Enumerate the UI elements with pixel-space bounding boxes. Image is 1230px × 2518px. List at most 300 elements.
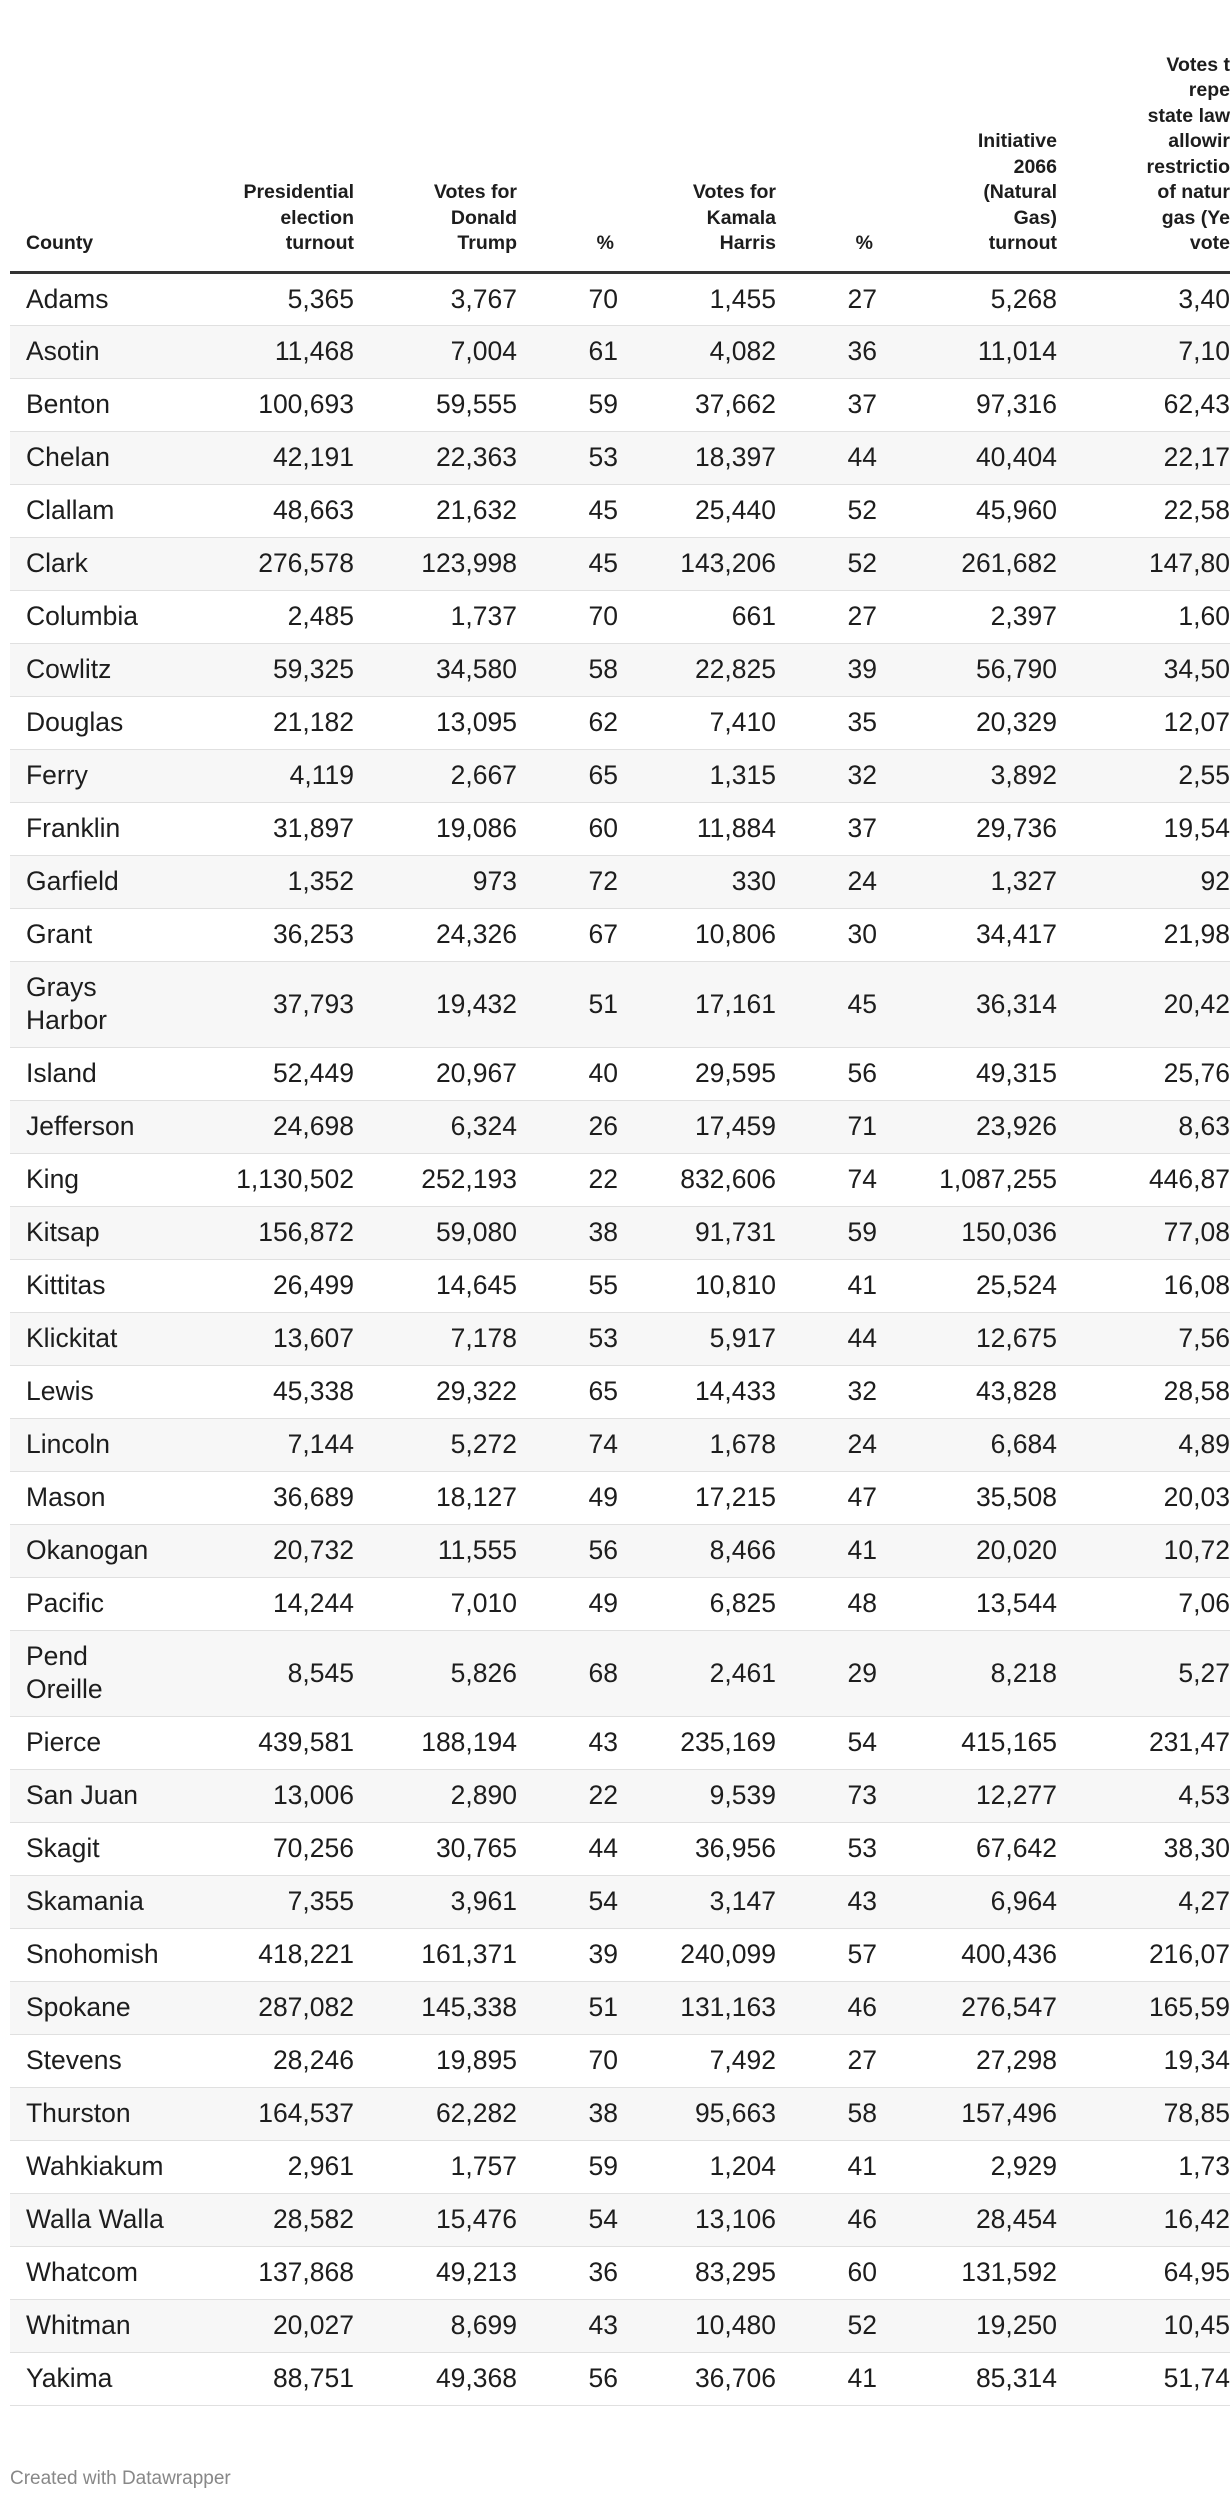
repeal-yes-votes-cell: 77,08 bbox=[1073, 1206, 1230, 1259]
trump-votes-cell: 973 bbox=[370, 855, 533, 908]
trump-votes-cell: 30,765 bbox=[370, 1822, 533, 1875]
table-row bbox=[10, 484, 1230, 537]
header-line: Presidential bbox=[243, 181, 354, 203]
trump-pct-cell: 51 bbox=[533, 1981, 630, 2034]
trump-pct-cell: 54 bbox=[533, 2193, 630, 2246]
repeal-yes-votes-cell: 10,45 bbox=[1073, 2299, 1230, 2352]
trump-votes-cell: 5,272 bbox=[370, 1418, 533, 1471]
header-line: election bbox=[280, 206, 354, 229]
county-name-cell: Island bbox=[10, 1047, 170, 1100]
initiative-turnout-cell: 56,790 bbox=[889, 643, 1073, 696]
initiative-turnout-cell: 85,314 bbox=[889, 2352, 1073, 2405]
initiative-turnout-cell: 12,675 bbox=[889, 1312, 1073, 1365]
table-row bbox=[10, 2352, 1230, 2405]
harris-votes-cell: 4,082 bbox=[630, 325, 792, 378]
trump-pct-cell: 60 bbox=[533, 802, 630, 855]
trump-votes-cell: 13,095 bbox=[370, 696, 533, 749]
repeal-yes-votes-cell: 4,27 bbox=[1073, 1875, 1230, 1928]
initiative-turnout-cell: 13,544 bbox=[889, 1577, 1073, 1630]
column-header-trump-votes[interactable] bbox=[370, 0, 533, 272]
repeal-yes-votes-cell: 165,59 bbox=[1073, 1981, 1230, 2034]
county-name-cell: Franklin bbox=[10, 802, 170, 855]
turnout-cell: 13,006 bbox=[170, 1769, 370, 1822]
table-row bbox=[10, 2246, 1230, 2299]
turnout-cell: 164,537 bbox=[170, 2087, 370, 2140]
harris-pct-cell: 59 bbox=[792, 1206, 889, 1259]
header-row bbox=[10, 0, 1230, 272]
county-name-cell: Benton bbox=[10, 378, 170, 431]
harris-votes-cell: 22,825 bbox=[630, 643, 792, 696]
trump-votes-cell: 3,767 bbox=[370, 272, 533, 325]
initiative-turnout-cell: 40,404 bbox=[889, 431, 1073, 484]
harris-pct-cell: 53 bbox=[792, 1822, 889, 1875]
repeal-yes-votes-cell: 20,03 bbox=[1073, 1471, 1230, 1524]
turnout-cell: 28,246 bbox=[170, 2034, 370, 2087]
table-row bbox=[10, 590, 1230, 643]
repeal-yes-votes-cell: 16,42 bbox=[1073, 2193, 1230, 2246]
trump-votes-cell: 21,632 bbox=[370, 484, 533, 537]
table-row bbox=[10, 1716, 1230, 1769]
trump-votes-cell: 22,363 bbox=[370, 431, 533, 484]
table-body bbox=[10, 272, 1230, 2405]
initiative-turnout-cell: 97,316 bbox=[889, 378, 1073, 431]
county-name-cell: San Juan bbox=[10, 1769, 170, 1822]
repeal-yes-votes-cell: 12,07 bbox=[1073, 696, 1230, 749]
initiative-turnout-cell: 276,547 bbox=[889, 1981, 1073, 2034]
initiative-turnout-cell: 43,828 bbox=[889, 1365, 1073, 1418]
header-line: Initiative bbox=[977, 130, 1057, 152]
county-name-cell: King bbox=[10, 1153, 170, 1206]
column-header-repeal-yes-votes[interactable] bbox=[1073, 0, 1230, 272]
turnout-cell: 88,751 bbox=[170, 2352, 370, 2405]
table-row bbox=[10, 802, 1230, 855]
initiative-turnout-cell: 25,524 bbox=[889, 1259, 1073, 1312]
harris-pct-cell: 37 bbox=[792, 378, 889, 431]
turnout-cell: 13,607 bbox=[170, 1312, 370, 1365]
harris-votes-cell: 832,606 bbox=[630, 1153, 792, 1206]
harris-pct-cell: 30 bbox=[792, 908, 889, 961]
county-name-cell: Ferry bbox=[10, 749, 170, 802]
repeal-yes-votes-cell: 64,95 bbox=[1073, 2246, 1230, 2299]
header-line: Votes for bbox=[433, 181, 517, 203]
repeal-yes-votes-cell: 216,07 bbox=[1073, 1928, 1230, 1981]
trump-pct-cell: 40 bbox=[533, 1047, 630, 1100]
harris-pct-cell: 57 bbox=[792, 1928, 889, 1981]
turnout-cell: 7,144 bbox=[170, 1418, 370, 1471]
turnout-cell: 31,897 bbox=[170, 802, 370, 855]
county-name-cell: Clallam bbox=[10, 484, 170, 537]
repeal-yes-votes-cell: 8,63 bbox=[1073, 1100, 1230, 1153]
header-line: Kamala bbox=[706, 206, 776, 229]
harris-pct-cell: 35 bbox=[792, 696, 889, 749]
initiative-turnout-cell: 6,684 bbox=[889, 1418, 1073, 1471]
turnout-cell: 70,256 bbox=[170, 1822, 370, 1875]
repeal-yes-votes-cell: 78,85 bbox=[1073, 2087, 1230, 2140]
trump-pct-cell: 74 bbox=[533, 1418, 630, 1471]
trump-votes-cell: 7,004 bbox=[370, 325, 533, 378]
harris-pct-cell: 44 bbox=[792, 431, 889, 484]
harris-pct-cell: 52 bbox=[792, 537, 889, 590]
harris-votes-cell: 1,678 bbox=[630, 1418, 792, 1471]
initiative-turnout-cell: 400,436 bbox=[889, 1928, 1073, 1981]
county-name-cell: Skamania bbox=[10, 1875, 170, 1928]
harris-votes-cell: 5,917 bbox=[630, 1312, 792, 1365]
harris-pct-cell: 36 bbox=[792, 325, 889, 378]
harris-pct-cell: 71 bbox=[792, 1100, 889, 1153]
table-row bbox=[10, 2087, 1230, 2140]
initiative-turnout-cell: 5,268 bbox=[889, 272, 1073, 325]
repeal-yes-votes-cell: 34,50 bbox=[1073, 643, 1230, 696]
trump-votes-cell: 62,282 bbox=[370, 2087, 533, 2140]
county-name-cell: Whitman bbox=[10, 2299, 170, 2352]
harris-votes-cell: 37,662 bbox=[630, 378, 792, 431]
turnout-cell: 20,732 bbox=[170, 1524, 370, 1577]
harris-pct-cell: 56 bbox=[792, 1047, 889, 1100]
table-row bbox=[10, 1928, 1230, 1981]
table-row bbox=[10, 2140, 1230, 2193]
harris-pct-cell: 39 bbox=[792, 643, 889, 696]
trump-votes-cell: 19,086 bbox=[370, 802, 533, 855]
initiative-turnout-cell: 35,508 bbox=[889, 1471, 1073, 1524]
county-name-cell: Kitsap bbox=[10, 1206, 170, 1259]
county-name-cell: Kittitas bbox=[10, 1259, 170, 1312]
table-row bbox=[10, 1769, 1230, 1822]
county-name-cell: Asotin bbox=[10, 325, 170, 378]
trump-votes-cell: 19,895 bbox=[370, 2034, 533, 2087]
turnout-cell: 36,689 bbox=[170, 1471, 370, 1524]
repeal-yes-votes-cell: 4,89 bbox=[1073, 1418, 1230, 1471]
county-name-cell: Lincoln bbox=[10, 1418, 170, 1471]
header-line: Votes t bbox=[1166, 53, 1230, 76]
harris-pct-cell: 48 bbox=[792, 1577, 889, 1630]
header-line: allowir bbox=[1168, 130, 1230, 152]
header-line: Votes for bbox=[692, 181, 776, 203]
harris-pct-cell: 41 bbox=[792, 1259, 889, 1312]
county-name-cell: Chelan bbox=[10, 431, 170, 484]
header-line: turnout bbox=[988, 232, 1057, 254]
table-row bbox=[10, 1981, 1230, 2034]
trump-votes-cell: 11,555 bbox=[370, 1524, 533, 1577]
initiative-turnout-cell: 19,250 bbox=[889, 2299, 1073, 2352]
harris-pct-cell: 58 bbox=[792, 2087, 889, 2140]
initiative-turnout-cell: 261,682 bbox=[889, 537, 1073, 590]
initiative-turnout-cell: 27,298 bbox=[889, 2034, 1073, 2087]
trump-pct-cell: 62 bbox=[533, 696, 630, 749]
trump-votes-cell: 14,645 bbox=[370, 1259, 533, 1312]
header-line: (Natural bbox=[983, 181, 1057, 203]
trump-votes-cell: 123,998 bbox=[370, 537, 533, 590]
trump-pct-cell: 26 bbox=[533, 1100, 630, 1153]
turnout-cell: 24,698 bbox=[170, 1100, 370, 1153]
trump-pct-cell: 56 bbox=[533, 1524, 630, 1577]
harris-votes-cell: 240,099 bbox=[630, 1928, 792, 1981]
harris-pct-cell: 27 bbox=[792, 590, 889, 643]
initiative-turnout-cell: 8,218 bbox=[889, 1630, 1073, 1716]
initiative-turnout-cell: 6,964 bbox=[889, 1875, 1073, 1928]
harris-pct-cell: 27 bbox=[792, 2034, 889, 2087]
harris-pct-cell: 45 bbox=[792, 961, 889, 1047]
trump-votes-cell: 7,010 bbox=[370, 1577, 533, 1630]
trump-pct-cell: 45 bbox=[533, 537, 630, 590]
county-name-cell: Clark bbox=[10, 537, 170, 590]
table-row bbox=[10, 431, 1230, 484]
repeal-yes-votes-cell: 22,58 bbox=[1073, 484, 1230, 537]
initiative-turnout-cell: 20,329 bbox=[889, 696, 1073, 749]
trump-votes-cell: 8,699 bbox=[370, 2299, 533, 2352]
initiative-turnout-cell: 2,929 bbox=[889, 2140, 1073, 2193]
harris-votes-cell: 17,215 bbox=[630, 1471, 792, 1524]
turnout-cell: 8,545 bbox=[170, 1630, 370, 1716]
table-row bbox=[10, 1875, 1230, 1928]
trump-pct-cell: 70 bbox=[533, 272, 630, 325]
harris-votes-cell: 1,204 bbox=[630, 2140, 792, 2193]
harris-votes-cell: 235,169 bbox=[630, 1716, 792, 1769]
trump-pct-cell: 67 bbox=[533, 908, 630, 961]
table-row bbox=[10, 1471, 1230, 1524]
trump-pct-cell: 61 bbox=[533, 325, 630, 378]
harris-pct-cell: 46 bbox=[792, 2193, 889, 2246]
turnout-cell: 418,221 bbox=[170, 1928, 370, 1981]
county-name-cell: Spokane bbox=[10, 1981, 170, 2034]
header-line: County bbox=[26, 232, 94, 254]
harris-pct-cell: 44 bbox=[792, 1312, 889, 1365]
harris-pct-cell: 24 bbox=[792, 855, 889, 908]
trump-pct-cell: 43 bbox=[533, 2299, 630, 2352]
initiative-turnout-cell: 34,417 bbox=[889, 908, 1073, 961]
harris-pct-cell: 46 bbox=[792, 1981, 889, 2034]
trump-pct-cell: 65 bbox=[533, 749, 630, 802]
repeal-yes-votes-cell: 51,74 bbox=[1073, 2352, 1230, 2405]
county-name-cell: Thurston bbox=[10, 2087, 170, 2140]
harris-votes-cell: 10,806 bbox=[630, 908, 792, 961]
harris-votes-cell: 18,397 bbox=[630, 431, 792, 484]
table-row bbox=[10, 749, 1230, 802]
county-name-cell: Pacific bbox=[10, 1577, 170, 1630]
turnout-cell: 1,352 bbox=[170, 855, 370, 908]
harris-votes-cell: 330 bbox=[630, 855, 792, 908]
column-header-harris-pct[interactable] bbox=[792, 0, 889, 272]
initiative-turnout-cell: 12,277 bbox=[889, 1769, 1073, 1822]
harris-pct-cell: 32 bbox=[792, 1365, 889, 1418]
turnout-cell: 5,365 bbox=[170, 272, 370, 325]
initiative-turnout-cell: 157,496 bbox=[889, 2087, 1073, 2140]
harris-votes-cell: 7,410 bbox=[630, 696, 792, 749]
initiative-turnout-cell: 150,036 bbox=[889, 1206, 1073, 1259]
table-row bbox=[10, 961, 1230, 1047]
trump-votes-cell: 15,476 bbox=[370, 2193, 533, 2246]
trump-votes-cell: 24,326 bbox=[370, 908, 533, 961]
header-line: Gas) bbox=[1013, 206, 1057, 229]
trump-votes-cell: 59,555 bbox=[370, 378, 533, 431]
county-name-cell: Stevens bbox=[10, 2034, 170, 2087]
trump-pct-cell: 54 bbox=[533, 1875, 630, 1928]
table-row bbox=[10, 1822, 1230, 1875]
repeal-yes-votes-cell: 7,56 bbox=[1073, 1312, 1230, 1365]
table-row bbox=[10, 1153, 1230, 1206]
column-header-county[interactable] bbox=[10, 0, 170, 272]
county-name-cell: Okanogan bbox=[10, 1524, 170, 1577]
turnout-cell: 137,868 bbox=[170, 2246, 370, 2299]
header-line: of natur bbox=[1157, 181, 1230, 203]
county-name-cell: Columbia bbox=[10, 590, 170, 643]
trump-pct-cell: 44 bbox=[533, 1822, 630, 1875]
table-row bbox=[10, 325, 1230, 378]
trump-pct-cell: 49 bbox=[533, 1471, 630, 1524]
column-header-harris-votes[interactable] bbox=[630, 0, 792, 272]
trump-pct-cell: 45 bbox=[533, 484, 630, 537]
turnout-cell: 48,663 bbox=[170, 484, 370, 537]
county-name-cell: Lewis bbox=[10, 1365, 170, 1418]
trump-pct-cell: 38 bbox=[533, 2087, 630, 2140]
county-name-cell: Pend Oreille bbox=[10, 1630, 170, 1716]
turnout-cell: 59,325 bbox=[170, 643, 370, 696]
harris-pct-cell: 60 bbox=[792, 2246, 889, 2299]
table-row bbox=[10, 1365, 1230, 1418]
table-row bbox=[10, 378, 1230, 431]
turnout-cell: 45,338 bbox=[170, 1365, 370, 1418]
harris-votes-cell: 36,956 bbox=[630, 1822, 792, 1875]
turnout-cell: 14,244 bbox=[170, 1577, 370, 1630]
turnout-cell: 28,582 bbox=[170, 2193, 370, 2246]
trump-pct-cell: 51 bbox=[533, 961, 630, 1047]
trump-pct-cell: 49 bbox=[533, 1577, 630, 1630]
county-name-cell: Skagit bbox=[10, 1822, 170, 1875]
county-name-cell: Mason bbox=[10, 1471, 170, 1524]
trump-votes-cell: 49,368 bbox=[370, 2352, 533, 2405]
initiative-turnout-cell: 67,642 bbox=[889, 1822, 1073, 1875]
column-header-presidential-turnout[interactable] bbox=[170, 0, 370, 272]
table-row bbox=[10, 2299, 1230, 2352]
table-row bbox=[10, 696, 1230, 749]
table-row bbox=[10, 1524, 1230, 1577]
initiative-turnout-cell: 49,315 bbox=[889, 1047, 1073, 1100]
table-row bbox=[10, 908, 1230, 961]
county-name-cell: Klickitat bbox=[10, 1312, 170, 1365]
trump-pct-cell: 22 bbox=[533, 1769, 630, 1822]
trump-votes-cell: 19,432 bbox=[370, 961, 533, 1047]
county-results-table bbox=[10, 0, 1230, 2406]
table-row bbox=[10, 1047, 1230, 1100]
trump-votes-cell: 6,324 bbox=[370, 1100, 533, 1153]
column-header-trump-pct[interactable] bbox=[533, 0, 630, 272]
repeal-yes-votes-cell: 231,47 bbox=[1073, 1716, 1230, 1769]
trump-pct-cell: 22 bbox=[533, 1153, 630, 1206]
harris-pct-cell: 27 bbox=[792, 272, 889, 325]
repeal-yes-votes-cell: 92 bbox=[1073, 855, 1230, 908]
header-line: % bbox=[596, 232, 614, 254]
harris-votes-cell: 17,459 bbox=[630, 1100, 792, 1153]
county-name-cell: Yakima bbox=[10, 2352, 170, 2405]
harris-votes-cell: 10,480 bbox=[630, 2299, 792, 2352]
trump-votes-cell: 34,580 bbox=[370, 643, 533, 696]
harris-pct-cell: 54 bbox=[792, 1716, 889, 1769]
county-name-cell: Cowlitz bbox=[10, 643, 170, 696]
harris-votes-cell: 9,539 bbox=[630, 1769, 792, 1822]
header-line: turnout bbox=[285, 232, 354, 254]
table-row bbox=[10, 1418, 1230, 1471]
header-line: Donald bbox=[450, 206, 517, 229]
trump-votes-cell: 59,080 bbox=[370, 1206, 533, 1259]
initiative-turnout-cell: 45,960 bbox=[889, 484, 1073, 537]
harris-pct-cell: 43 bbox=[792, 1875, 889, 1928]
header-line: gas (Ye bbox=[1161, 206, 1230, 229]
header-line: % bbox=[855, 232, 873, 254]
harris-pct-cell: 37 bbox=[792, 802, 889, 855]
harris-pct-cell: 32 bbox=[792, 749, 889, 802]
harris-pct-cell: 52 bbox=[792, 2299, 889, 2352]
turnout-cell: 4,119 bbox=[170, 749, 370, 802]
harris-votes-cell: 10,810 bbox=[630, 1259, 792, 1312]
county-name-cell: Pierce bbox=[10, 1716, 170, 1769]
harris-votes-cell: 11,884 bbox=[630, 802, 792, 855]
table-row bbox=[10, 272, 1230, 325]
harris-pct-cell: 73 bbox=[792, 1769, 889, 1822]
county-name-cell: Whatcom bbox=[10, 2246, 170, 2299]
repeal-yes-votes-cell: 62,43 bbox=[1073, 378, 1230, 431]
repeal-yes-votes-cell: 7,06 bbox=[1073, 1577, 1230, 1630]
harris-votes-cell: 17,161 bbox=[630, 961, 792, 1047]
county-name-cell: Grays Harbor bbox=[10, 961, 170, 1047]
repeal-yes-votes-cell: 147,80 bbox=[1073, 537, 1230, 590]
initiative-turnout-cell: 415,165 bbox=[889, 1716, 1073, 1769]
turnout-cell: 36,253 bbox=[170, 908, 370, 961]
harris-votes-cell: 95,663 bbox=[630, 2087, 792, 2140]
header-line: restrictio bbox=[1146, 155, 1230, 178]
trump-pct-cell: 39 bbox=[533, 1928, 630, 1981]
initiative-turnout-cell: 3,892 bbox=[889, 749, 1073, 802]
trump-pct-cell: 72 bbox=[533, 855, 630, 908]
trump-votes-cell: 20,967 bbox=[370, 1047, 533, 1100]
turnout-cell: 100,693 bbox=[170, 378, 370, 431]
repeal-yes-votes-cell: 10,72 bbox=[1073, 1524, 1230, 1577]
harris-pct-cell: 29 bbox=[792, 1630, 889, 1716]
repeal-yes-votes-cell: 38,30 bbox=[1073, 1822, 1230, 1875]
repeal-yes-votes-cell: 5,27 bbox=[1073, 1630, 1230, 1716]
trump-pct-cell: 43 bbox=[533, 1716, 630, 1769]
trump-votes-cell: 188,194 bbox=[370, 1716, 533, 1769]
repeal-yes-votes-cell: 1,60 bbox=[1073, 590, 1230, 643]
turnout-cell: 20,027 bbox=[170, 2299, 370, 2352]
harris-votes-cell: 131,163 bbox=[630, 1981, 792, 2034]
turnout-cell: 26,499 bbox=[170, 1259, 370, 1312]
turnout-cell: 37,793 bbox=[170, 961, 370, 1047]
trump-pct-cell: 53 bbox=[533, 431, 630, 484]
trump-pct-cell: 53 bbox=[533, 1312, 630, 1365]
harris-votes-cell: 2,461 bbox=[630, 1630, 792, 1716]
trump-votes-cell: 1,737 bbox=[370, 590, 533, 643]
turnout-cell: 11,468 bbox=[170, 325, 370, 378]
turnout-cell: 1,130,502 bbox=[170, 1153, 370, 1206]
table-row bbox=[10, 1100, 1230, 1153]
trump-pct-cell: 58 bbox=[533, 643, 630, 696]
harris-pct-cell: 41 bbox=[792, 2140, 889, 2193]
table-row bbox=[10, 2193, 1230, 2246]
harris-votes-cell: 29,595 bbox=[630, 1047, 792, 1100]
trump-pct-cell: 70 bbox=[533, 590, 630, 643]
turnout-cell: 52,449 bbox=[170, 1047, 370, 1100]
trump-pct-cell: 59 bbox=[533, 378, 630, 431]
trump-votes-cell: 145,338 bbox=[370, 1981, 533, 2034]
table-row bbox=[10, 1206, 1230, 1259]
datawrapper-credit: Created with Datawrapper bbox=[10, 2468, 231, 2489]
column-header-initiative-turnout[interactable] bbox=[889, 0, 1073, 272]
trump-pct-cell: 59 bbox=[533, 2140, 630, 2193]
trump-votes-cell: 3,961 bbox=[370, 1875, 533, 1928]
trump-votes-cell: 7,178 bbox=[370, 1312, 533, 1365]
header-line: state law bbox=[1147, 104, 1230, 127]
turnout-cell: 276,578 bbox=[170, 537, 370, 590]
repeal-yes-votes-cell: 16,08 bbox=[1073, 1259, 1230, 1312]
